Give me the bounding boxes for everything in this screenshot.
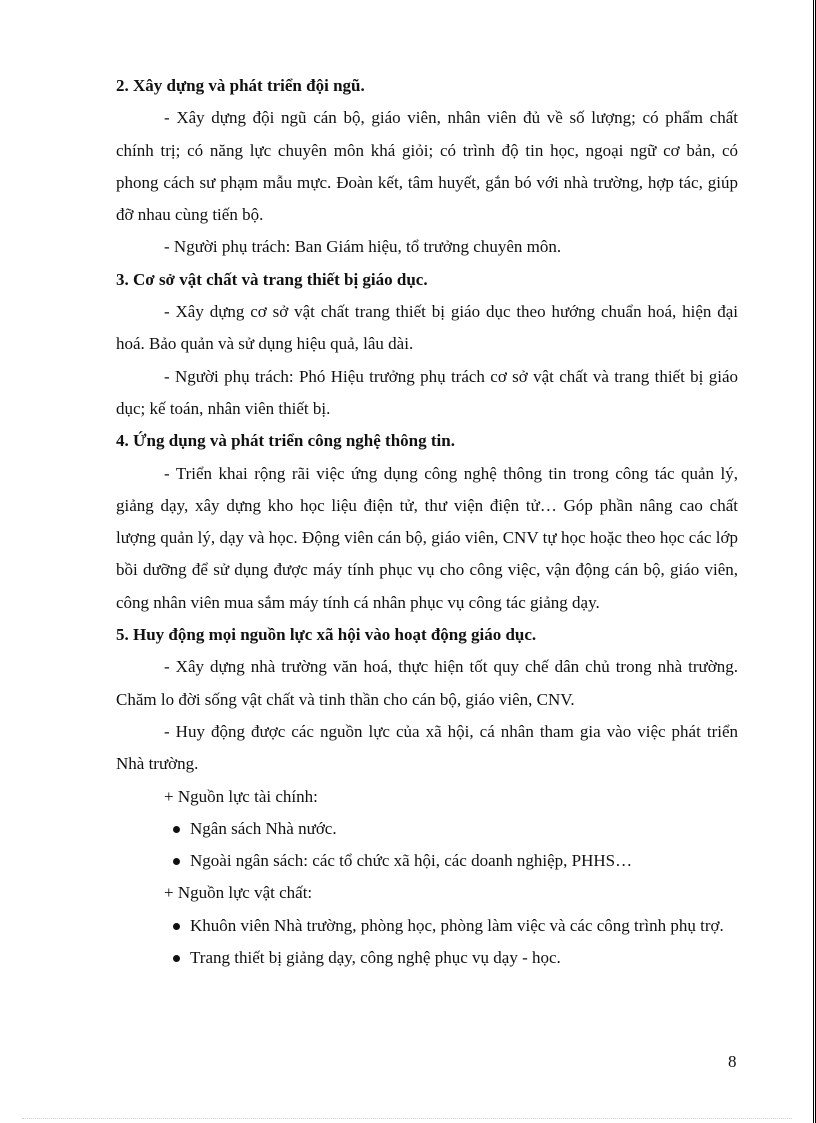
material-resources-label: + Nguồn lực vật chất: (164, 883, 313, 903)
paragraph: - Xây dựng đội ngũ cán bộ, giáo viên, nhân viên đủ về số lượng; có phẩm chất chính trị; có năng lực chuyên môn khá giỏi; có trình độ tin học, ngoại ngữ cơ bản, có phong cách sư phạm mẫu mực. Đoàn kết, tâm huyết, gắn bó với nhà trường, hợp tác, giúp đỡ nhau cùng tiến bộ. (116, 108, 738, 225)
list-item (116, 813, 738, 845)
paragraph: - Huy động được các nguồn lực của xã hội, cá nhân tham gia vào việc phát triển Nhà trường. (116, 721, 738, 774)
bullet-icon (173, 858, 180, 865)
paragraph: - Triển khai rộng rãi việc ứng dụng công nghệ thông tin trong công tác quản lý, giảng dạy, xây dựng kho học liệu điện tử, thư viện điện tử… Góp phần nâng cao chất lượng quản lý, dạy và học. Động viên cán bộ, giáo viên, CNV tự học hoặc theo học các lớp bồi dưỡng để sử dụng được máy tính phục vụ cho công việc, vận động cán bộ, giáo viên, công nhân viên mua sắm máy tính cá nhân phục vụ công tác giảng dạy. (116, 463, 738, 612)
section-heading-4: 4. Ứng dụng và phát triển công nghệ thông tin. (116, 431, 455, 451)
section-heading-3: 3. Cơ sở vật chất và trang thiết bị giáo dục. (116, 269, 428, 289)
bullet-icon (173, 923, 180, 930)
list-item-text: Ngân sách Nhà nước. (190, 818, 337, 838)
bullet-icon (173, 826, 180, 833)
list-item-text: Trang thiết bị giảng dạy, công nghệ phục vụ dạy - học. (190, 948, 561, 968)
paragraph: - Xây dựng nhà trường văn hoá, thực hiện tốt quy chế dân chủ trong nhà trường. Chăm lo đời sống vật chất và tinh thần cho cán bộ, giáo viên, CNV. (116, 657, 738, 709)
list-item-text: Ngoài ngân sách: các tổ chức xã hội, các doanh nghiệp, PHHS… (190, 851, 633, 871)
financial-resources-label: + Nguồn lực tài chính: (164, 786, 318, 806)
bullet-icon (173, 955, 180, 962)
section-heading-2: 2. Xây dựng và phát triển đội ngũ. (116, 76, 365, 95)
list-item-text: Khuôn viên Nhà trường, phòng học, phòng làm việc và các công trình phụ trợ. (190, 915, 724, 935)
page-number: 8 (728, 1052, 737, 1071)
list-item (116, 942, 738, 974)
list-item (116, 845, 738, 877)
list-item (116, 910, 738, 942)
page-bottom-border (22, 1118, 792, 1119)
paragraph: - Xây dựng cơ sở vật chất trang thiết bị giáo dục theo hướng chuẩn hoá, hiện đại hoá. Bảo quản và sử dụng hiệu quả, lâu dài. (116, 302, 738, 354)
page-content (116, 70, 738, 974)
section-heading-5: 5. Huy động mọi nguồn lực xã hội vào hoạt động giáo dục. (116, 625, 537, 645)
paragraph: - Người phụ trách: Ban Giám hiệu, tổ trưởng chuyên môn. (164, 237, 562, 257)
paragraph: - Người phụ trách: Phó Hiệu trưởng phụ trách cơ sở vật chất và trang thiết bị giáo dục; kế toán, nhân viên thiết bị. (116, 366, 738, 418)
